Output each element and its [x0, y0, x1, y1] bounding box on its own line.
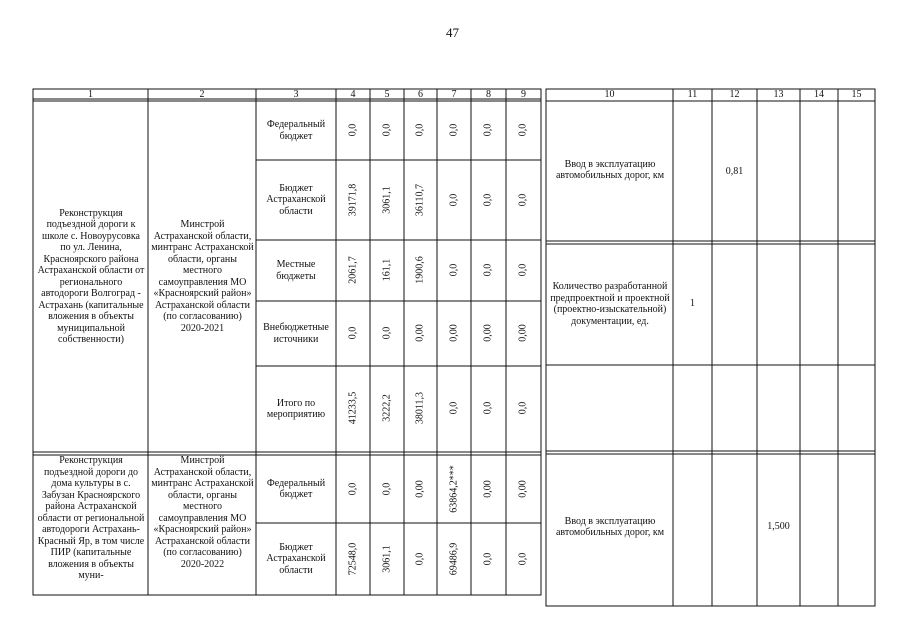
block1-executor: Минстрой Астраханской области, минтранс Астраханской области, органы местного самоуправления МО «Красноярский район» Астраханской области (по согласованию) 2020-2021: [151, 219, 254, 334]
block1-source-total: Итого по мероприятию: [266, 397, 326, 420]
block1-r3-c9: 0,00: [517, 324, 529, 342]
block1-r0-c9: 0,0: [517, 123, 529, 137]
block1-r2-c8: 0,0: [482, 263, 494, 277]
header-col-10: 10: [604, 89, 615, 101]
header-col-1: 1: [88, 88, 93, 100]
block1-r0-c7: 0,0: [448, 123, 460, 137]
block2-r0-c8: 0,00: [482, 480, 494, 498]
block2-r0-c6: 0,00: [414, 480, 426, 498]
block1-source-regional: Бюджет Астраханской области: [266, 182, 326, 217]
block1-r0-c8: 0,0: [482, 123, 494, 137]
block1-r4-c8: 0,0: [482, 401, 494, 415]
block2-r1-c6: 0,0: [414, 552, 426, 566]
block1-r1-c8: 0,0: [482, 193, 494, 207]
header-col-11: 11: [687, 89, 698, 101]
block1-source-federal: Федеральный бюджет: [266, 119, 326, 142]
block1-r3-c6: 0,00: [414, 324, 426, 342]
header-col-9: 9: [521, 88, 526, 100]
block1-r2-c4: 2061,7: [347, 256, 359, 284]
header-col-2: 2: [199, 88, 205, 100]
block2-r1-c4: 72548,0: [347, 542, 359, 576]
header-col-14: 14: [814, 89, 824, 101]
header-col-3: 3: [293, 88, 299, 100]
block1-r2-c5: 161,1: [381, 258, 393, 282]
header-col-7: 7: [451, 88, 457, 100]
header-col-5: 5: [384, 88, 390, 100]
block1-r3-c8: 0,00: [482, 324, 494, 342]
block2-r1-c7: 69486,9: [448, 542, 460, 576]
block2-source-federal: Федеральный бюджет: [266, 477, 326, 500]
block2-r0-c9: 0,00: [517, 480, 529, 498]
header-col-4: 4: [350, 88, 356, 100]
block1-r2-c7: 0,0: [448, 263, 460, 277]
block1-source-extrabudget: Внебюджетные источники: [263, 322, 329, 345]
block1-indicator-2-value: 1: [690, 298, 695, 310]
block1-name: Реконструкция подъездной дороги к школе с. Новоурусовка по ул. Ленина, Красноярского района Астраханской области от регионального автодороги Волгоград - Астрахань (капитальные вложения в объекты муниципальной собственности): [37, 207, 145, 345]
block1-r4-c7: 0,0: [448, 401, 460, 415]
block1-r2-c9: 0,0: [517, 263, 529, 277]
block1-r0-c4: 0,0: [347, 123, 359, 137]
block1-r1-c9: 0,0: [517, 193, 529, 207]
block2-r1-c9: 0,0: [517, 552, 529, 566]
block1-r1-c4: 39171,8: [347, 183, 359, 217]
block2-executor: Минстрой Астраханской области, минтранс Астраханской области, органы местного самоуправления МО «Красноярский район» Астраханской области (по согласованию) 2020-2022: [151, 455, 254, 570]
block1-r2-c6: 1900,6: [414, 256, 426, 284]
block2-indicator-1-value: 1,500: [767, 521, 790, 533]
block1-r3-c7: 0,00: [448, 324, 460, 342]
block1-r3-c5: 0,0: [381, 326, 393, 340]
page-number: 47: [446, 25, 459, 40]
header-col-13: 13: [773, 89, 784, 101]
block1-indicator-1-value: 0,81: [725, 166, 744, 178]
header-col-8: 8: [486, 88, 491, 100]
block1-r1-c6: 36110,7: [414, 183, 426, 217]
block2-source-regional: Бюджет Астраханской области: [266, 541, 326, 576]
block2-r0-c5: 0,0: [381, 482, 393, 496]
block1-r1-c7: 0,0: [448, 193, 460, 207]
block2-r0-c7: 63864,2***: [448, 465, 460, 513]
block2-r0-c4: 0,0: [347, 482, 359, 496]
block1-indicator-2: Количество разработанной предпроектной и проектной (проектно-изыскательной) документации, ед.: [550, 281, 670, 327]
block1-r4-c9: 0,0: [517, 401, 529, 415]
block1-r4-c4: 41233,5: [347, 391, 359, 425]
block2-r1-c5: 3061,1: [381, 545, 393, 573]
block2-r1-c8: 0,0: [482, 552, 494, 566]
block1-r4-c6: 38011,3: [414, 391, 426, 425]
block1-r4-c5: 3222,2: [381, 394, 393, 422]
block1-r0-c6: 0,0: [414, 123, 426, 137]
header-col-15: 15: [851, 89, 862, 101]
block2-indicator-1: Ввод в эксплуатацию автомобильных дорог, км: [555, 515, 665, 538]
header-col-6: 6: [418, 88, 423, 100]
block1-r3-c4: 0,0: [347, 326, 359, 340]
block1-source-local: Местные бюджеты: [276, 259, 316, 282]
block2-name: Реконструкция подъездной дороги до дома культуры в с. Забузан Красноярского района Астраханской области от региональной автодороги Астрахань-Красный Яр, в том числе ПИР (капитальные вложения в объекты муни-: [37, 455, 145, 581]
block1-indicator-1: Ввод в эксплуатацию автомобильных дорог, км: [555, 158, 665, 181]
block1-r1-c5: 3061,1: [381, 186, 393, 214]
header-col-12: 12: [729, 89, 740, 101]
block1-r0-c5: 0,0: [381, 123, 393, 137]
